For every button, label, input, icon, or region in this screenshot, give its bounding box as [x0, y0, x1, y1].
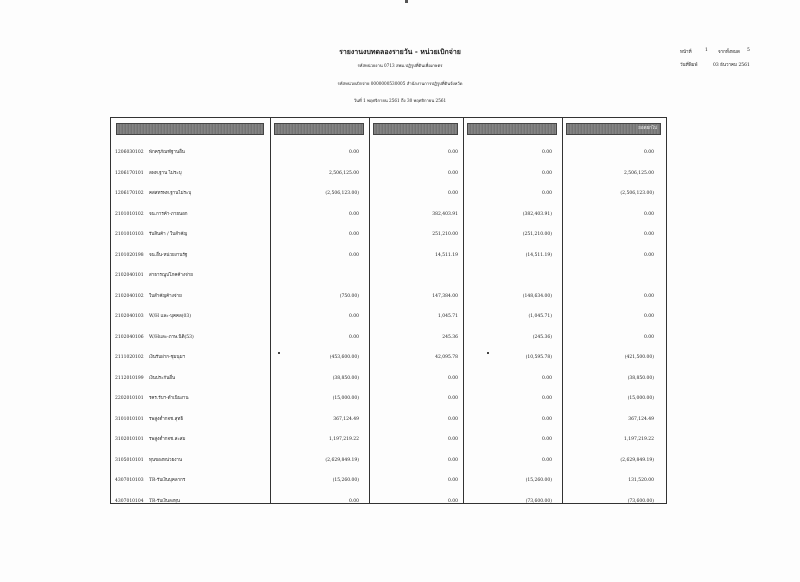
account-code: 2101020198 — [115, 252, 144, 258]
table-row — [111, 189, 666, 199]
account-name: เงินประกันอื่น — [149, 375, 176, 381]
credit-amount: 0.00 — [541, 437, 552, 442]
account-name: TR-รับเงินลงทุน — [149, 498, 180, 504]
account-code: 2102040103 — [115, 314, 144, 319]
report-period-line: วันที่ 1 พฤศจิกายน 2561 ถึง 30 พฤศจิกายน 2561 — [353, 98, 447, 103]
account-name: ใบสำคัญค้างจ่าย — [149, 293, 182, 299]
account-code: 1206170101 — [115, 170, 144, 176]
closing-balance: (15,000.00) — [627, 396, 654, 401]
debit-amount: 14,511.19 — [435, 252, 458, 258]
debit-amount: 0.00 — [447, 170, 458, 176]
opening-balance: 0.00 — [348, 498, 359, 504]
account-code: 4307010103 — [115, 478, 144, 483]
total-pages: 5 — [747, 48, 750, 53]
account-name: รคร.รับฯ-ดำเนินงาน — [149, 396, 189, 401]
credit-amount: (14,511.19) — [525, 252, 552, 258]
opening-balance: 1,197,219.22 — [328, 437, 359, 442]
account-code: 2102040102 — [115, 293, 144, 299]
table-row — [111, 456, 666, 466]
credit-amount: (148,634.00) — [522, 293, 552, 299]
debit-amount: 251,210.00 — [432, 232, 458, 237]
opening-balance: 0.00 — [348, 232, 359, 237]
account-code: 2101010102 — [115, 211, 144, 217]
credit-amount: (73,600.00) — [525, 498, 552, 504]
opening-balance: (453,600.00) — [329, 355, 359, 360]
table-row — [111, 210, 666, 220]
debit-amount: 147,384.00 — [432, 293, 458, 299]
debit-amount: 0.00 — [447, 437, 458, 442]
table-row — [111, 435, 666, 445]
account-code: 2102040106 — [115, 334, 144, 340]
report-title: รายงานงบทดลองรายวัน - หน่วยเบิกจ่าย — [339, 47, 461, 56]
credit-amount: 0.00 — [541, 191, 552, 196]
account-code: 3102010101 — [115, 437, 144, 442]
account-code: 1206170102 — [115, 191, 144, 196]
closing-balance: 0.00 — [643, 150, 654, 155]
account-name: TR-รับเงินบุคลากร — [149, 478, 186, 483]
credit-amount: (10,595.78) — [525, 355, 552, 360]
page-number: 1 — [705, 48, 708, 53]
account-code: 4307010104 — [115, 498, 144, 504]
debit-amount: 42,095.78 — [435, 355, 458, 360]
scan-speck — [405, 0, 408, 3]
account-code: 3101010101 — [115, 416, 144, 422]
page-number-label: หน้าที่ — [680, 50, 692, 55]
table-row — [111, 230, 666, 240]
opening-balance: (2,629,849.19) — [325, 457, 359, 463]
account-code: 1206030102 — [115, 150, 144, 155]
credit-amount: 0.00 — [541, 150, 552, 155]
closing-balance: 0.00 — [643, 232, 654, 237]
credit-amount: 0.00 — [541, 396, 552, 401]
debit-amount: 245.36 — [442, 334, 458, 340]
table-row — [111, 271, 666, 281]
account-name: ลพท.ฐาน ไม่ระบุ — [149, 170, 182, 176]
account-name: สาธารณูปโภคค้างจ่าย — [149, 273, 193, 278]
table-row — [111, 251, 666, 261]
total-pages-label: จากทั้งหมด — [718, 50, 740, 55]
account-name: W/Hและ-ภาษ.นิติ(53) — [149, 334, 194, 340]
opening-balance: (2,506,123.00) — [325, 191, 359, 196]
column-header-opening — [274, 123, 364, 135]
closing-balance: 1,197,219.22 — [623, 437, 654, 442]
table-row — [111, 312, 666, 322]
debit-amount: 0.00 — [447, 191, 458, 196]
credit-amount: 0.00 — [541, 457, 552, 463]
closing-balance: (38,850.00) — [627, 375, 654, 381]
column-header-debit — [373, 123, 458, 135]
table-row — [111, 374, 666, 384]
account-name: รับสินค้า / ใบสำคัญ — [149, 232, 188, 237]
closing-balance: 131,520.00 — [628, 478, 654, 483]
opening-balance: 367,124.49 — [333, 416, 359, 422]
opening-balance: 0.00 — [348, 211, 359, 217]
closing-balance: 0.00 — [643, 211, 654, 217]
table-row — [111, 169, 666, 179]
opening-balance: 0.00 — [348, 334, 359, 340]
opening-balance: 0.00 — [348, 252, 359, 258]
account-name: จน.การค้า-ภายนอก — [149, 211, 188, 217]
debit-amount: 0.00 — [447, 457, 458, 463]
closing-balance: 0.00 — [643, 293, 654, 299]
account-name: เงินรับฝาก-ชุมนุมฯ — [149, 355, 186, 360]
account-code: 2102040101 — [115, 273, 144, 278]
debit-amount: 1,045.71 — [437, 314, 458, 319]
closing-balance: (2,506,123.00) — [620, 191, 654, 196]
report-agency-line: รหัสหน่วยเบิกจ่าย 0000000530005 สำนักงานการปฏิรูปที่ดินจังหวัด — [337, 81, 463, 86]
credit-amount: (1,045.71) — [528, 314, 552, 319]
opening-balance: (15,000.00) — [332, 396, 359, 401]
account-name: W/H และ-บุคคล(03) — [149, 314, 191, 319]
closing-balance: 0.00 — [643, 314, 654, 319]
credit-amount: (15,260.00) — [525, 478, 552, 483]
debit-amount: 0.00 — [447, 478, 458, 483]
account-name: รพสูงต่ำกจช.สุทธิ — [149, 416, 184, 422]
opening-balance: (15,260.00) — [332, 478, 359, 483]
table-row — [111, 292, 666, 302]
report-unit-line: รหัสหน่วยงาน 0713 สพม.ปฏิรูปที่ดินเพื่อเกษตร — [357, 63, 443, 68]
table-row — [111, 148, 666, 158]
table-row — [111, 394, 666, 404]
opening-balance: 0.00 — [348, 314, 359, 319]
closing-balance: (421,500.00) — [624, 355, 654, 360]
account-name: พักครุภัณฑ์ฐานอื่น — [149, 150, 185, 155]
closing-balance: (2,629,849.19) — [620, 457, 654, 463]
account-name: รพสูงต่ำกจช.สะสม — [149, 437, 186, 442]
account-code: 2101010103 — [115, 232, 144, 237]
print-date-label: วันที่พิมพ์ — [680, 63, 698, 68]
closing-balance: 367,124.49 — [628, 416, 654, 422]
account-name: จน.อื่น-หน่วยงานรัฐ — [149, 252, 188, 258]
table-row — [111, 476, 666, 486]
debit-amount: 0.00 — [447, 498, 458, 504]
opening-balance: (750.00) — [339, 293, 359, 299]
debit-amount: 382,403.91 — [432, 211, 458, 217]
closing-balance: 0.00 — [643, 252, 654, 258]
debit-amount: 0.00 — [447, 375, 458, 381]
credit-amount: (251,210.00) — [522, 232, 552, 237]
table-row — [111, 415, 666, 425]
credit-amount: 0.00 — [541, 375, 552, 381]
closing-balance: 2,506,125.00 — [623, 170, 654, 176]
credit-amount: 0.00 — [541, 170, 552, 176]
debit-amount: 0.00 — [447, 416, 458, 422]
account-code: 2202010101 — [115, 396, 144, 401]
table-row — [111, 497, 666, 507]
column-header-closing: ยอดยกไป — [566, 123, 661, 135]
debit-amount: 0.00 — [447, 150, 458, 155]
account-name: ทุนของหน่วยงาน — [149, 457, 183, 463]
column-header-credit — [467, 123, 557, 135]
account-name: คสสทรพท.ฐานไม่ระบุ — [149, 191, 192, 196]
trial-balance-table — [110, 117, 667, 504]
opening-balance: 0.00 — [348, 150, 359, 155]
account-code: 3105010101 — [115, 457, 144, 463]
closing-balance: 0.00 — [643, 334, 654, 340]
column-header-account — [116, 123, 264, 135]
credit-amount: 0.00 — [541, 416, 552, 422]
opening-balance: (38,850.00) — [332, 375, 359, 381]
account-code: 2112010199 — [115, 375, 144, 381]
credit-amount: (382,403.91) — [522, 211, 552, 217]
debit-amount: 0.00 — [447, 396, 458, 401]
table-row — [111, 353, 666, 363]
opening-balance: 2,506,125.00 — [328, 170, 359, 176]
closing-balance: (73,600.00) — [627, 498, 654, 504]
table-row — [111, 333, 666, 343]
print-date: 03 ธันวาคม 2561 — [713, 63, 750, 68]
credit-amount: (245.36) — [532, 334, 552, 340]
account-code: 2111020102 — [115, 355, 144, 360]
